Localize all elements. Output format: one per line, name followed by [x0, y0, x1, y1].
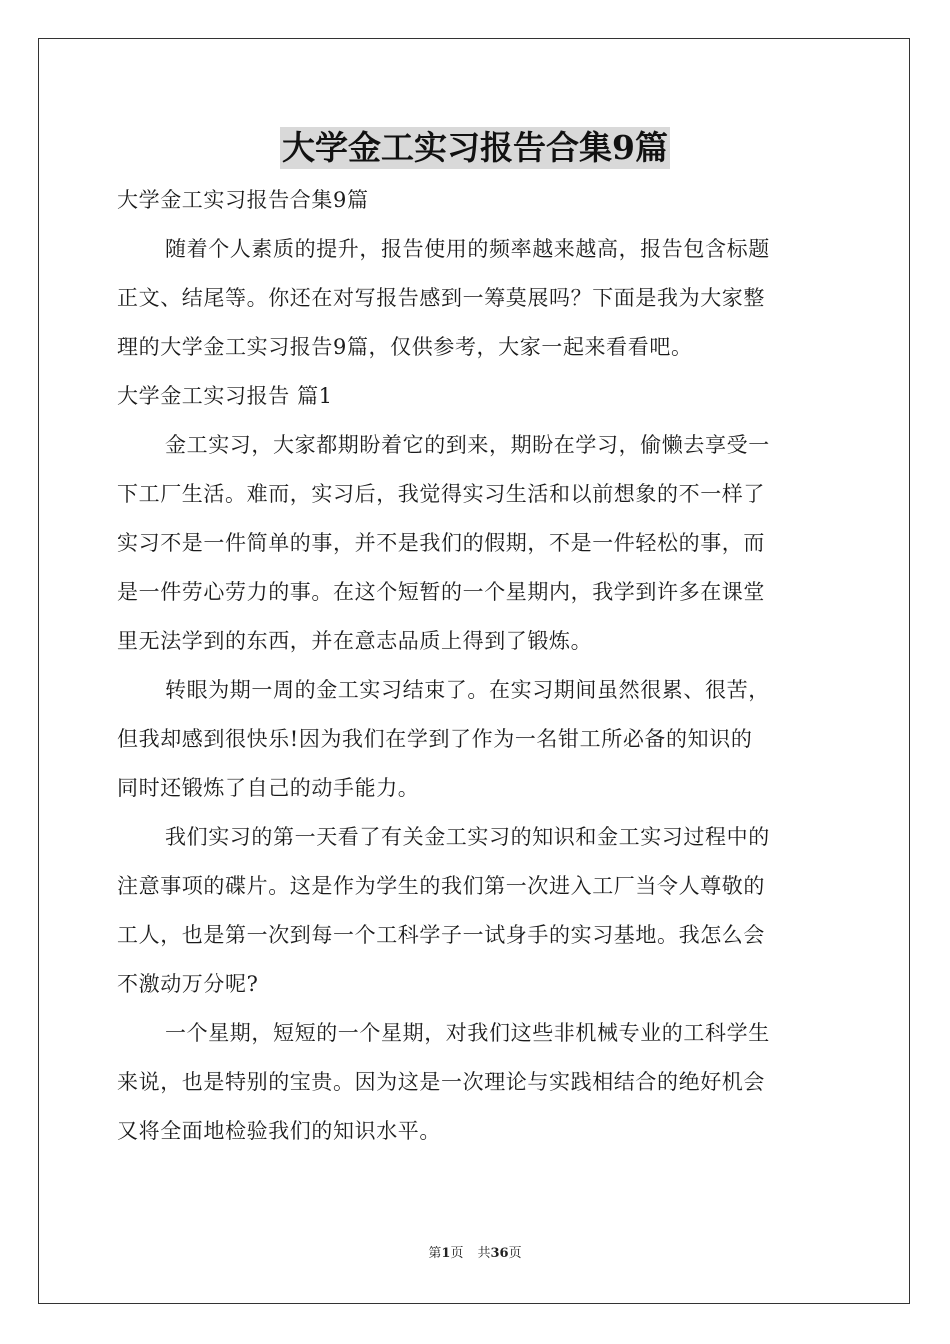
page-prefix: 第: [428, 1246, 442, 1261]
text-line: 同时还锻炼了自己的动手能力。: [117, 776, 420, 800]
text-line: 金工实习，大家都期盼着它的到来，期盼在学习，偷懒去享受一: [165, 433, 770, 457]
text-line: 下工厂生活。难而，实习后，我觉得实习生活和以前想象的不一样了: [117, 482, 765, 506]
text-line: 一个星期，短短的一个星期，对我们这些非机械专业的工科学生: [165, 1021, 770, 1045]
text-line: 我们实习的第一天看了有关金工实习的知识和金工实习过程中的: [165, 825, 770, 849]
page-suffix: 页: [450, 1246, 464, 1261]
text-line: 随着个人素质的提升，报告使用的频率越来越高，报告包含标题: [165, 237, 770, 261]
document-body: [117, 176, 833, 1156]
text-line: 来说，也是特别的宝贵。因为这是一次理论与实践相结合的绝好机会: [117, 1070, 765, 1094]
document-title: 大学金工实习报告合集9篇: [282, 128, 668, 167]
text-line: 理的大学金工实习报告9篇，仅供参考，大家一起来看看吧。: [117, 335, 693, 359]
text-line: 大学金工实习报告 篇1: [117, 384, 333, 408]
text-line: 但我却感到很快乐!因为我们在学到了作为一名钳工所必备的知识的: [117, 727, 753, 751]
text-line: 不激动万分呢?: [117, 972, 259, 996]
text-line: 转眼为期一周的金工实习结束了。在实习期间虽然很累、很苦，: [165, 678, 770, 702]
text-line: 里无法学到的东西，并在意志品质上得到了锻炼。: [117, 629, 593, 653]
title-container: [0, 127, 950, 169]
text-line: 工人，也是第一次到每一个工科学子一试身手的实习基地。我怎么会: [117, 923, 765, 947]
text-line: 注意事项的碟片。这是作为学生的我们第一次进入工厂当令人尊敬的: [117, 874, 765, 898]
text-line: 正文、结尾等。你还在对写报告感到一筹莫展吗？下面是我为大家整: [117, 286, 765, 310]
page-footer: [0, 1245, 950, 1263]
text-line: 大学金工实习报告合集9篇: [117, 188, 369, 212]
page-number: 1: [441, 1246, 451, 1261]
text-line: 实习不是一件简单的事，并不是我们的假期，不是一件轻松的事，而: [117, 531, 765, 555]
total-suffix: 页: [508, 1246, 522, 1261]
total-pages: 36: [490, 1246, 509, 1261]
text-line: 是一件劳心劳力的事。在这个短暂的一个星期内，我学到许多在课堂: [117, 580, 765, 604]
total-prefix: 共: [477, 1246, 491, 1261]
text-line: 又将全面地检验我们的知识水平。: [117, 1119, 441, 1143]
